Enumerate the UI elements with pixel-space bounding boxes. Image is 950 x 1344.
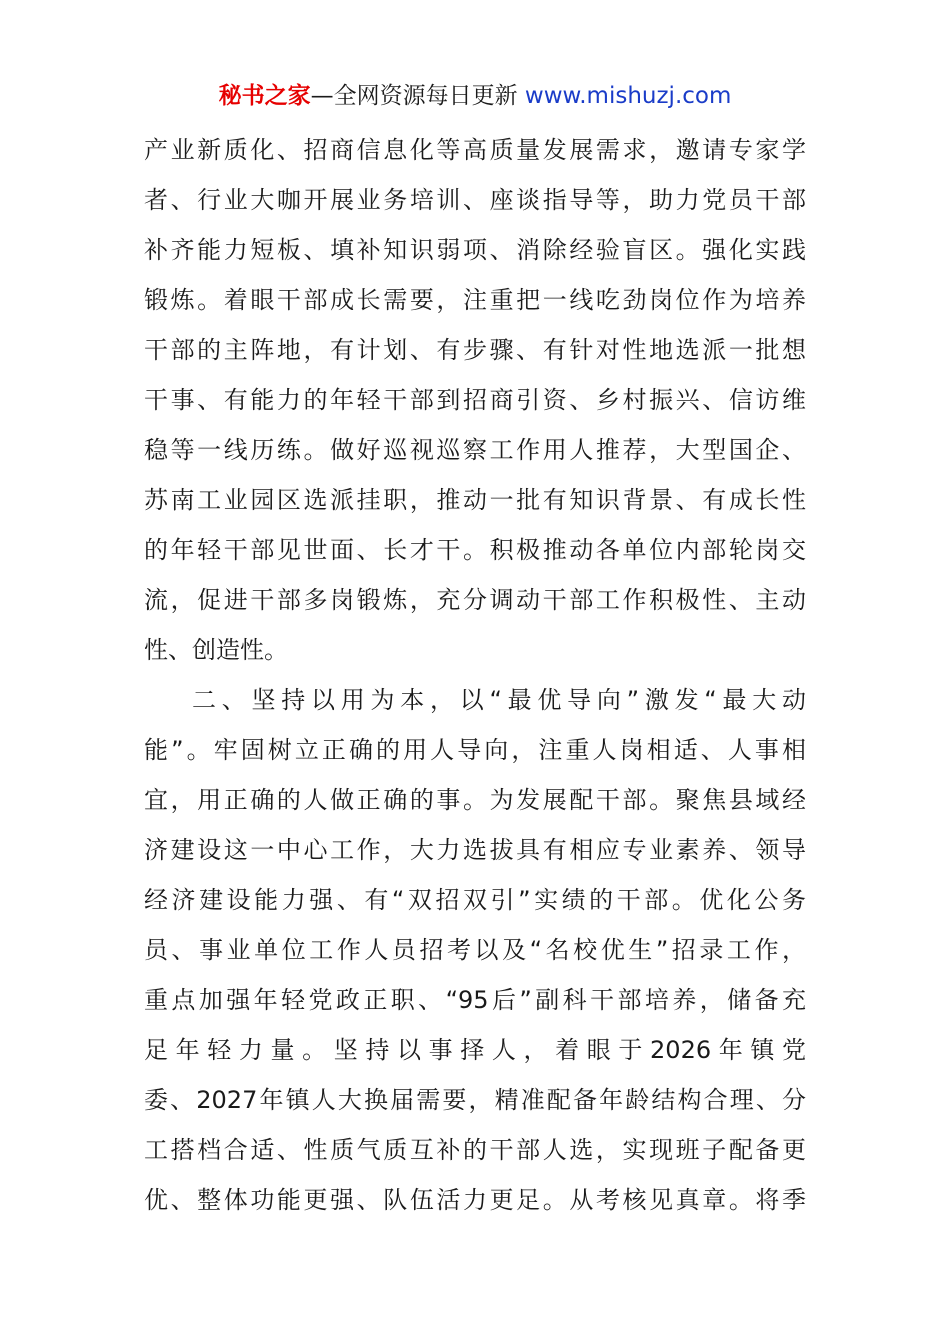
text-line: 补齐能力短板、填补知识弱项、消除经验盲区。强化实践	[144, 236, 806, 264]
text-line: 干部的主阵地，有计划、有步骤、有针对性地选派一批想	[144, 336, 806, 364]
text-line: 锻炼。着眼干部成长需要，注重把一线吃劲岗位作为培养	[144, 286, 806, 314]
text-line: 宜，用正确的人做正确的事。为发展配干部。聚焦县域经	[144, 786, 806, 814]
text-line: 干事、有能力的年轻干部到招商引资、乡村振兴、信访维	[144, 386, 806, 414]
site-url-link[interactable]: www.mishuzj.com	[524, 83, 732, 109]
text-line: 流，促进干部多岗锻炼，充分调动干部工作积极性、主动	[144, 586, 806, 614]
text-line: 委、2027年镇人大换届需要，精准配备年龄结构合理、分	[144, 1086, 806, 1114]
text-line: 经济建设能力强、有“双招双引”实绩的干部。优化公务	[144, 886, 806, 914]
text-line: 工搭档合适、性质气质互补的干部人选，实现班子配备更	[144, 1136, 806, 1164]
site-tagline: —全网资源每日更新	[310, 83, 518, 109]
section-heading-line: 二、坚持以用为本，以“最优导向”激发“最大动	[192, 686, 806, 714]
text-line: 优、整体功能更强、队伍活力更足。从考核见真章。将季	[144, 1186, 806, 1214]
text-line: 产业新质化、招商信息化等高质量发展需求，邀请专家学	[144, 136, 806, 164]
site-brand: 秘书之家	[218, 83, 311, 109]
text-line: 济建设这一中心工作，大力选拔具有相应专业素养、领导	[144, 836, 806, 864]
text-line: 的年轻干部见世面、长才干。积极推动各单位内部轮岗交	[144, 536, 806, 564]
text-line: 性、创造性。	[144, 636, 288, 664]
site-header	[0, 80, 950, 112]
text-line: 者、行业大咖开展业务培训、座谈指导等，助力党员干部	[144, 186, 806, 214]
text-line: 稳等一线历练。做好巡视巡察工作用人推荐，大型国企、	[144, 436, 806, 464]
document-body	[144, 125, 806, 1225]
text-line: 足年轻力量。坚持以事择人，着眼于2026年镇党	[144, 1036, 806, 1064]
text-line: 能”。牢固树立正确的用人导向，注重人岗相适、人事相	[144, 736, 806, 764]
text-line: 员、事业单位工作人员招考以及“名校优生”招录工作，	[144, 936, 806, 964]
text-line: 重点加强年轻党政正职、“95后”副科干部培养，储备充	[144, 986, 806, 1014]
text-line: 苏南工业园区选派挂职，推动一批有知识背景、有成长性	[144, 486, 806, 514]
